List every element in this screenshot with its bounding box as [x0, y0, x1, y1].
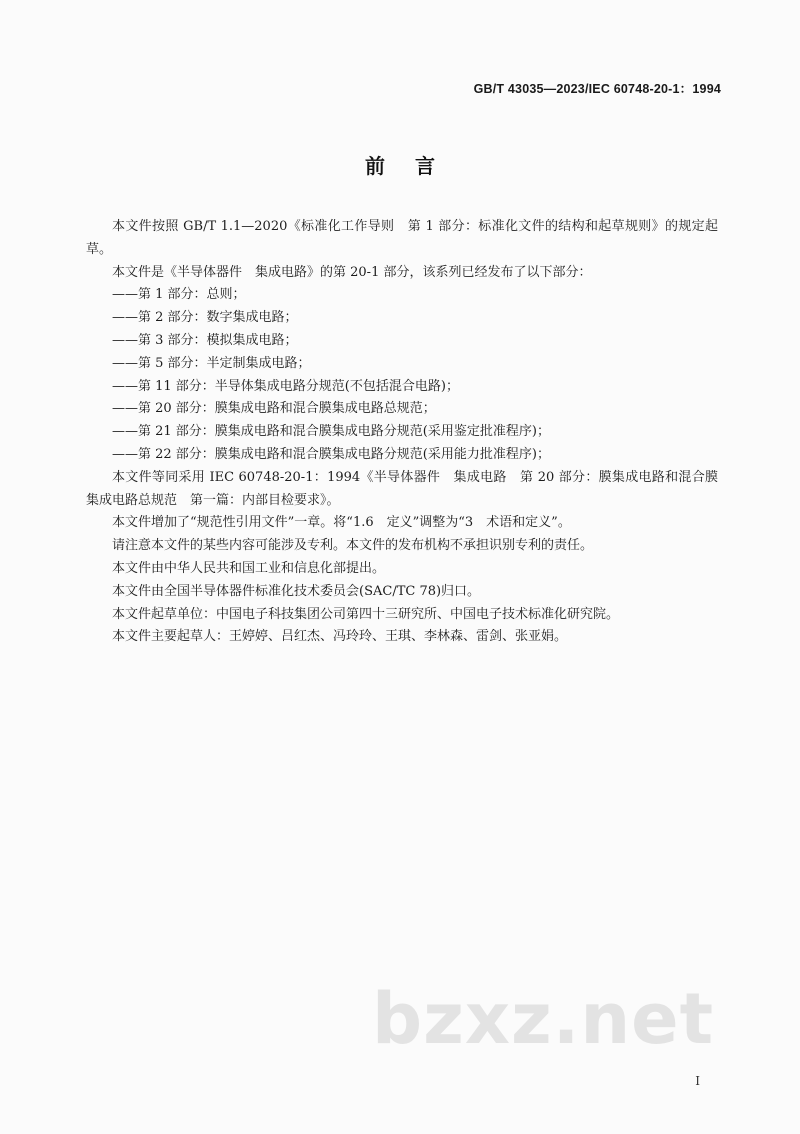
parts-list — [86, 284, 718, 466]
foreword-body — [86, 216, 718, 649]
list-item: ——第 11 部分：半导体集成电路分规范(不包括混合电路)； — [112, 378, 459, 394]
page-title: 前言 — [365, 154, 465, 178]
paragraph-patent-notice: 请注意本文件的某些内容可能涉及专利。本文件的发布机构不承担识别专利的责任。 — [112, 538, 594, 554]
paragraph-proposer: 本文件由中华人民共和国工业和信息化部提出。 — [112, 560, 386, 576]
list-item: ——第 1 部分：总则； — [112, 287, 246, 303]
list-item: ——第 2 部分：数字集成电路； — [112, 310, 298, 326]
list-item: ——第 21 部分：膜集成电路和混合膜集成电路分规范(采用鉴定批准程序)； — [112, 424, 550, 440]
list-item: ——第 20 部分：膜集成电路和混合膜集成电路总规范； — [112, 401, 436, 417]
list-item: ——第 5 部分：半定制集成电路； — [112, 355, 311, 371]
list-item: ——第 3 部分：模拟集成电路； — [112, 332, 298, 348]
paragraph-changes: 本文件增加了“规范性引用文件”一章。将“1.6 定义”调整为“3 术语和定义”。 — [112, 515, 571, 531]
paragraph-drafting-rules: 本文件按照 GB/T 1.1—2020《标准化工作导则 第 1 部分：标准化文件的结构和起草规则》的规定起草。 — [86, 219, 718, 257]
paragraph-series-intro: 本文件是《半导体器件 集成电路》的第 20-1 部分，该系列已经发布了以下部分： — [112, 264, 592, 280]
paragraph-drafting-units: 本文件起草单位：中国电子科技集团公司第四十三研究所、中国电子技术标准化研究院。 — [112, 606, 620, 622]
standard-number: GB/T 43035—2023/IEC 60748-20-1：1994 — [473, 82, 721, 96]
paragraph-committee: 本文件由全国半导体器件标准化技术委员会(SAC/TC 78)归口。 — [112, 583, 481, 599]
list-item: ——第 22 部分：膜集成电路和混合膜集成电路分规范(采用能力批准程序)； — [112, 446, 550, 462]
paragraph-drafters: 本文件主要起草人：王婷婷、吕红杰、冯玲玲、王琪、李林森、雷剑、张亚娟。 — [112, 629, 568, 645]
paragraph-adoption: 本文件等同采用 IEC 60748-20-1：1994《半导体器件 集成电路 第 20 部分：膜集成电路和混合膜集成电路总规范 第一篇：内部目检要求》。 — [86, 469, 718, 508]
page-number: I — [695, 1074, 700, 1088]
watermark: bzxz.net — [372, 978, 715, 1060]
